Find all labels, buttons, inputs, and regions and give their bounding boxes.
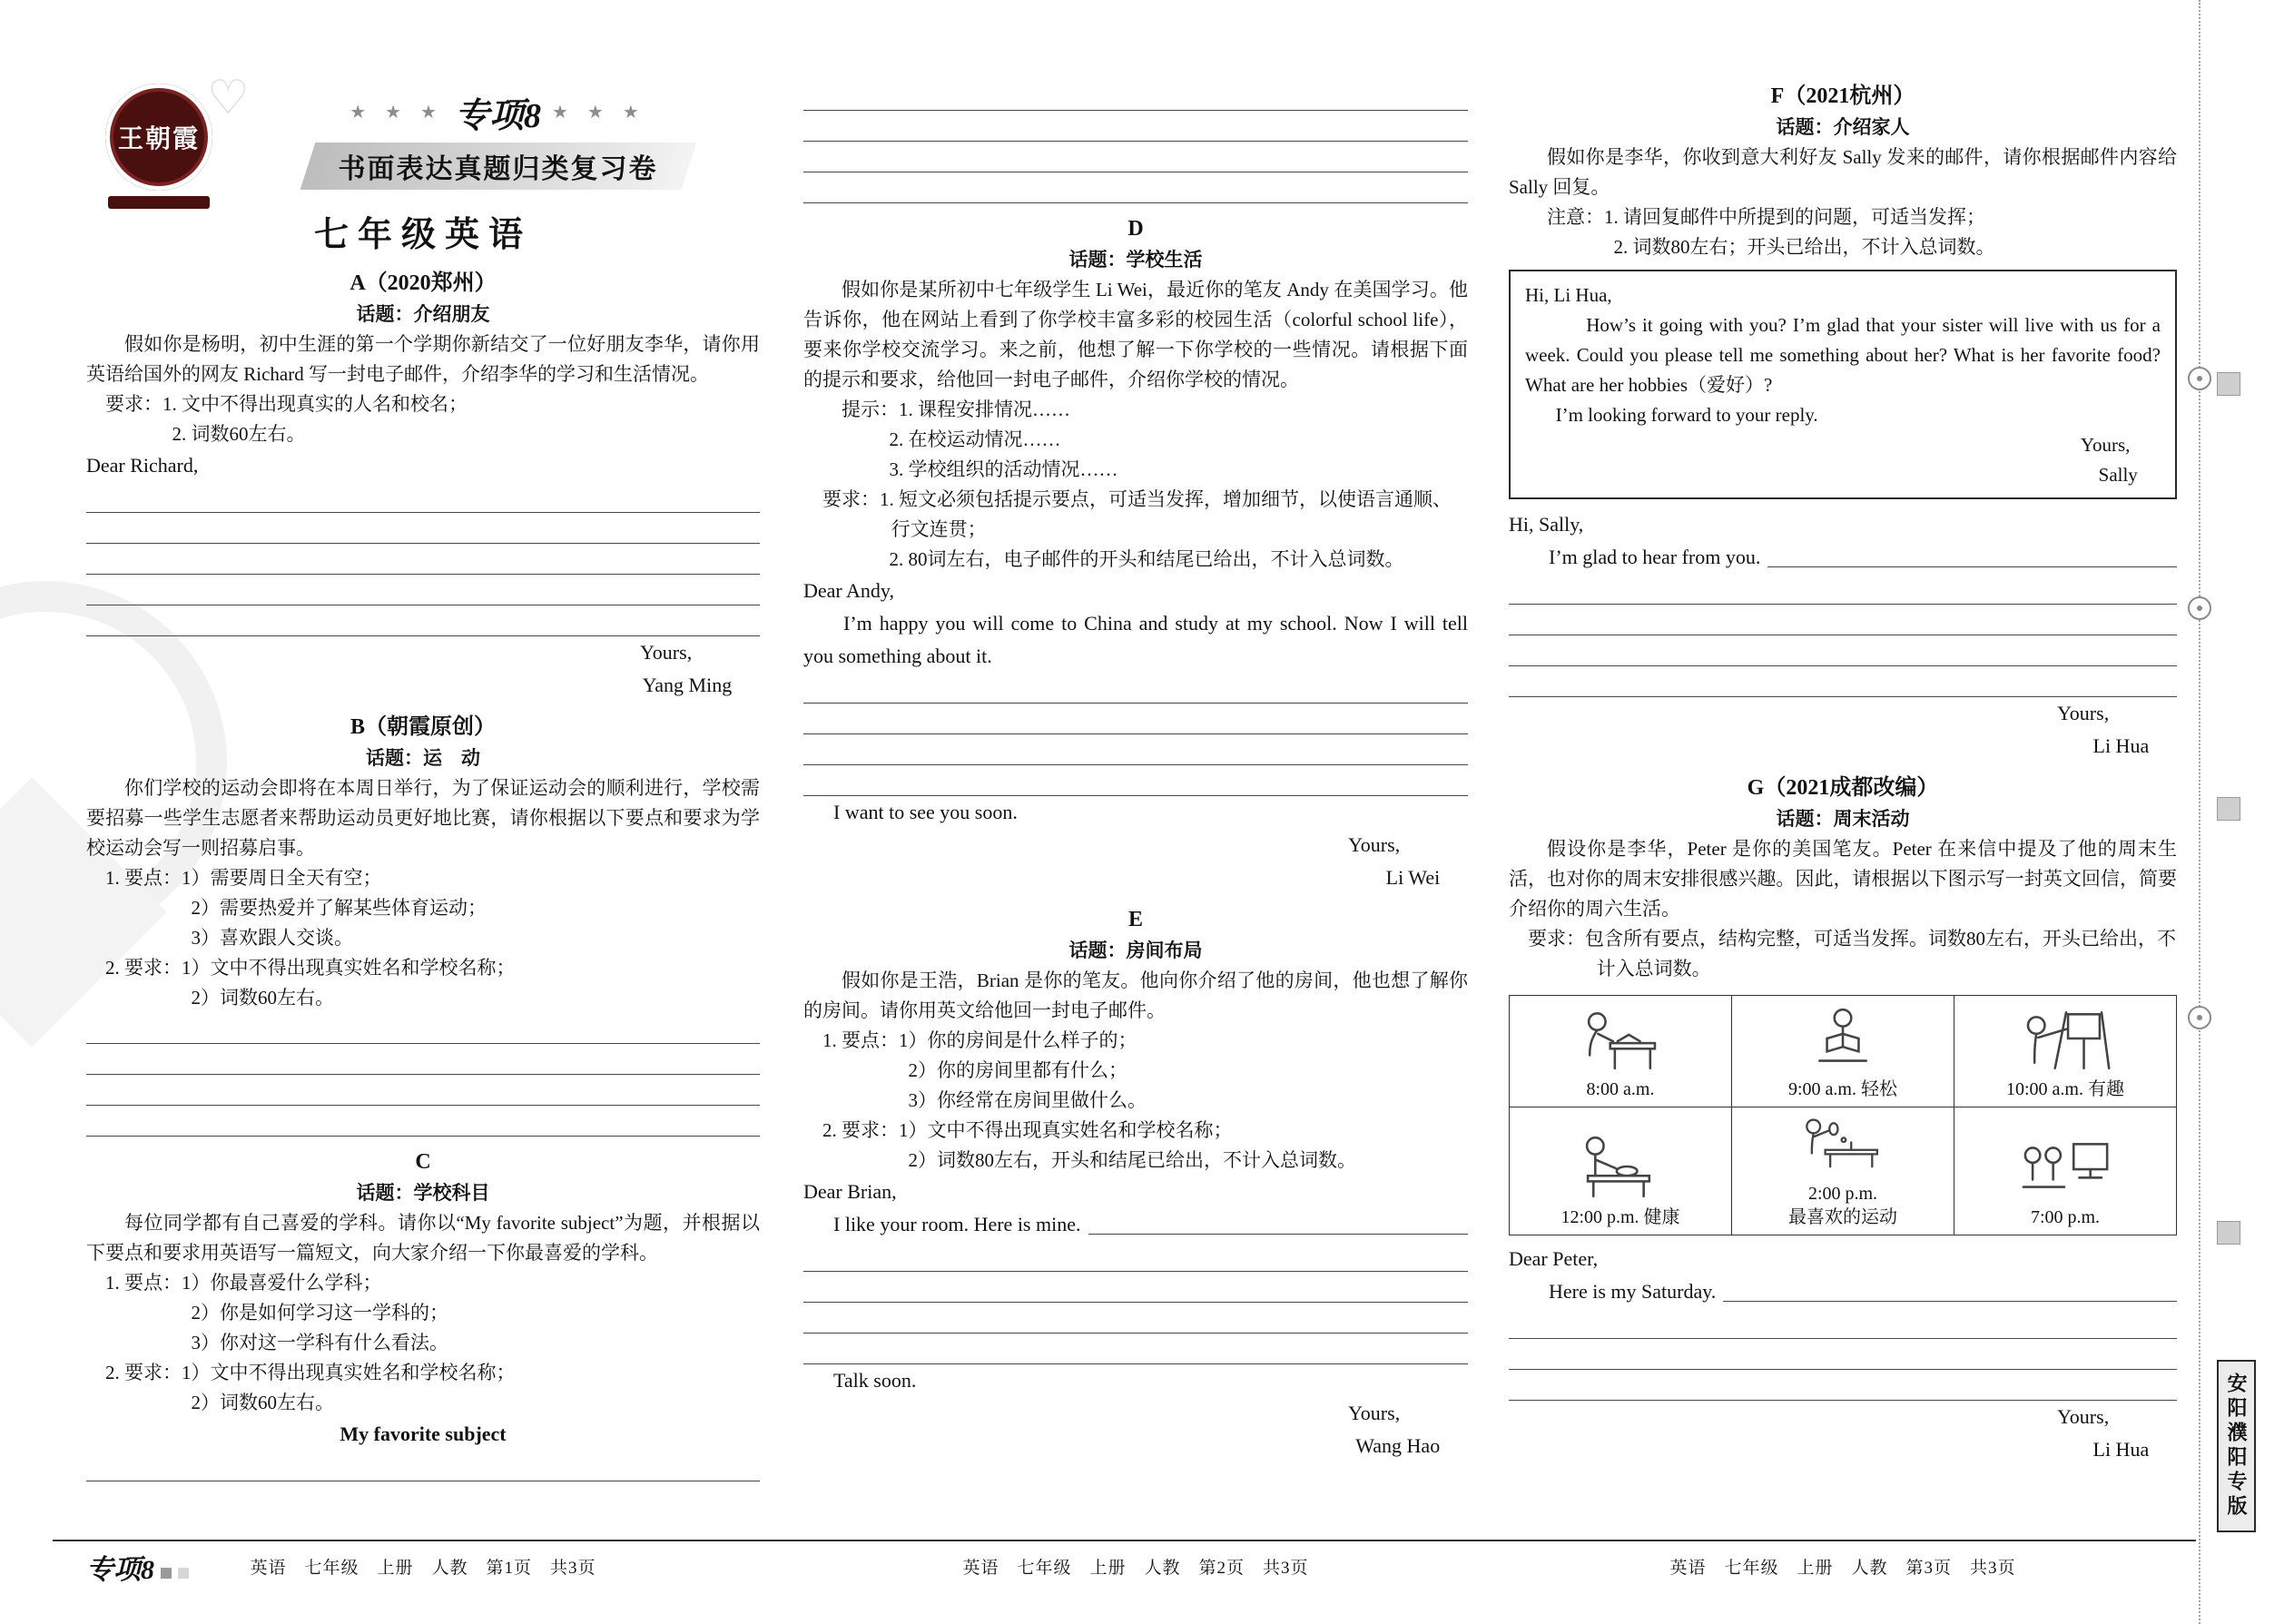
heart-icon: ♡ [207, 73, 250, 124]
schedule-cell-1400 [1732, 1107, 1954, 1235]
writing-line[interactable] [86, 1106, 760, 1137]
schedule-time: 10:00 a.m. 有趣 [2006, 1079, 2124, 1099]
section-a-salutation: Dear Richard, [86, 454, 199, 477]
email-salutation: Hi, Li Hua, [1525, 284, 1612, 306]
section-d-hint-1: 提示：1. 课程安排情况…… [842, 399, 1070, 420]
section-b-point-1: 1. 要点：1）需要周日全天有空； [105, 867, 382, 889]
section-f-prompt: 假如你是李华，你收到意大利好友 Sally 发来的邮件，请你根据邮件内容给 Sally 回复。 [1509, 146, 2177, 198]
section-a-requirement-1: 要求：1. 文中不得出现真实的人名和校名； [105, 393, 468, 415]
section-a-heading: A（2020郑州） [350, 271, 497, 295]
study-desk-icon [1567, 1003, 1674, 1076]
section-d-hint-2: 2. 在校运动情况…… [889, 428, 1061, 450]
section-d-prompt: 假如你是某所初中七年级学生 Li Wei，最近你的笔友 Andy 在美国学习。他告诉你，他在网站上看到了你学校丰富多彩的校园生活（colorful school life），要来你学校交流学习。来之前，他想了解一下你学校的一些情况。请根据下面的提示和要求，给他回一封电子邮件，介绍你学校的情况。 [803, 279, 1468, 390]
section-b-requirement-2: 2）词数60左右。 [191, 987, 334, 1009]
writing-line[interactable] [1509, 574, 2177, 605]
writing-line[interactable] [86, 575, 760, 605]
schedule-time: 8:00 a.m. [1586, 1079, 1655, 1099]
section-b-heading: B（朝霞原创） [350, 715, 496, 739]
section-c-essay-title: My favorite subject [340, 1422, 507, 1445]
section-b-point-2: 2）需要热爱并了解某些体育运动； [191, 897, 487, 919]
logo-ribbon [108, 196, 210, 209]
email-ending: I’m looking forward to your reply. [1555, 404, 1818, 426]
section-f-topic: 话题：介绍家人 [1776, 116, 1910, 138]
section-e-topic: 话题：房间布局 [1068, 940, 1203, 961]
section-d-requirement-2: 2. 80词左右，电子邮件的开头和结尾已给出，不计入总词数。 [889, 548, 1404, 570]
email-closing: Yours, [2080, 434, 2131, 456]
email-signature: Sally [2098, 464, 2138, 486]
section-c-point-2: 2）你是如何学习这一学科的； [191, 1302, 448, 1324]
writing-line[interactable] [86, 1044, 760, 1075]
footer-page-2: 英语 七年级 上册 人教 第2页 共3页 [962, 1559, 1309, 1578]
stars-left-icon: ★ ★ ★ [350, 103, 444, 123]
brand-logo [86, 80, 231, 209]
writing-line[interactable] [803, 673, 1468, 704]
section-e-point-1: 1. 要点：1）你的房间是什么样子的； [822, 1029, 1137, 1051]
footer-page-3: 英语 七年级 上册 人教 第3页 共3页 [1669, 1559, 2016, 1578]
section-e-signature: Wang Hao [1355, 1434, 1441, 1457]
section-f-signature: Li Hua [2092, 734, 2150, 757]
section-d-closing: Yours, [1348, 833, 1401, 856]
section-e-ending: Talk soon. [833, 1369, 917, 1392]
section-e-opening-row [803, 1208, 1468, 1241]
footer-page-1: 英语 七年级 上册 人教 第1页 共3页 [250, 1559, 596, 1578]
section-c-point-1: 1. 要点：1）你最喜爱什么学科； [105, 1272, 382, 1294]
section-e-opening: I like your room. Here is mine. [833, 1213, 1081, 1235]
schedule-time: 2:00 p.m. [1807, 1184, 1878, 1204]
section-d-topic: 话题：学校生活 [1068, 249, 1203, 271]
writing-line[interactable] [803, 172, 1468, 203]
section-g-requirement: 要求：包含所有要点，结构完整，可适当发挥。词数80左右，开头已给出，不计入总词数。 [1528, 928, 2176, 979]
section-c-prompt: 每位同学都有自己喜爱的学科。请你以“My favorite subject”为题，并根据以下要点和要求用英语写一篇短文，向大家介绍一下你最喜爱的学科。 [86, 1212, 760, 1264]
margin-marker [2217, 1221, 2240, 1245]
special-label: 专项8 [454, 97, 541, 135]
schedule-time: 9:00 a.m. 轻松 [1788, 1079, 1897, 1099]
section-f-opening: I’m glad to hear from you. [1549, 546, 1761, 568]
writing-line[interactable] [1509, 1370, 2177, 1401]
section-a-signature: Yang Ming [642, 674, 733, 696]
writing-line[interactable] [86, 513, 760, 544]
writing-line[interactable] [86, 1013, 760, 1044]
writing-line[interactable] [803, 704, 1468, 734]
schedule-cell-1900 [1954, 1107, 2177, 1235]
section-e [803, 903, 1468, 1462]
binding-ring-icon [2188, 1006, 2211, 1029]
writing-line[interactable] [803, 734, 1468, 765]
writing-line[interactable] [1509, 1308, 2177, 1339]
section-e-point-3: 3）你经常在房间里做什么。 [908, 1089, 1147, 1111]
section-f-note-2: 2. 词数80左右；开头已给出，不计入总词数。 [1613, 236, 1995, 258]
incoming-email-box [1509, 270, 2177, 499]
section-d [803, 212, 1468, 894]
email-body: How’s it going with you? I’m glad that your sister will live with us for a week. Could you please tell me something about her? What is her favorite food? What are her hobbies（爱好）? [1525, 314, 2161, 396]
section-d-signature: Li Wei [1385, 866, 1441, 889]
section-g-salutation: Dear Peter, [1509, 1247, 1599, 1270]
margin-marker [2217, 797, 2240, 821]
section-e-heading: E [1127, 908, 1143, 931]
header-titles [236, 80, 760, 190]
section-b-prompt: 你们学校的运动会即将在本周日举行，为了保证运动会的顺利进行，学校需要招募一些学生志愿者来帮助运动员更好地比赛，请你根据以下要点和要求为学校运动会写一则招募启事。 [86, 777, 760, 859]
section-c-topic: 话题：学校科目 [356, 1182, 490, 1204]
section-b [86, 711, 760, 1137]
section-c-point-3: 3）你对这一学科有什么看法。 [191, 1332, 448, 1353]
column-left [86, 80, 760, 1481]
footer-special-text: 专项8 [86, 1555, 154, 1585]
section-a-requirement-2: 2. 词数60左右。 [172, 423, 306, 445]
section-f-closing: Yours, [2057, 702, 2110, 724]
writing-line[interactable] [803, 111, 1468, 142]
writing-line[interactable] [86, 1075, 760, 1106]
section-g-topic: 话题：周末活动 [1776, 808, 1910, 830]
column-right [1509, 80, 2177, 1466]
section-f-salutation: Hi, Sally, [1509, 513, 1584, 536]
section-c-requirement-2: 2）词数60左右。 [191, 1392, 334, 1413]
table-tennis-icon [1789, 1115, 1896, 1180]
section-e-requirement-1: 2. 要求：1）文中不得出现真实姓名和学校名称； [822, 1119, 1233, 1141]
section-f-note-1: 注意：1. 请回复邮件中所提到的问题，可适当发挥； [1547, 206, 1985, 228]
section-g-opening: Here is my Saturday. [1549, 1280, 1717, 1303]
schedule-activity: 最喜欢的运动 [1788, 1207, 1897, 1227]
writing-line[interactable] [86, 544, 760, 575]
section-d-hint-3: 3. 学校组织的活动情况…… [889, 458, 1118, 480]
brand-logo-circle [105, 84, 212, 191]
section-g-prompt: 假设你是李华，Peter 是你的美国笔友。Peter 在来信中提及了他的周末生活，也对你的周末安排很感兴趣。因此，请根据以下图示写一封英文回信，简要介绍你的周六生活。 [1509, 838, 2177, 920]
schedule-cell-0900 [1732, 996, 1954, 1107]
section-c [86, 1146, 760, 1481]
brand-name: 王朝霞 [117, 125, 200, 153]
writing-line[interactable] [803, 1241, 1468, 1272]
section-c-heading: C [415, 1150, 431, 1174]
healthy-meal-icon [1567, 1131, 1674, 1204]
section-b-requirement-1: 2. 要求：1）文中不得出现真实姓名和学校名称； [105, 957, 516, 979]
section-e-salutation: Dear Brian, [803, 1180, 897, 1203]
writing-line[interactable] [1509, 666, 2177, 697]
perforation-line [2199, 0, 2200, 1624]
writing-line[interactable] [1509, 1339, 2177, 1370]
writing-line[interactable] [86, 1451, 760, 1481]
section-b-topic: 话题：运 动 [366, 747, 480, 769]
section-c-requirement-1: 2. 要求：1）文中不得出现真实姓名和学校名称； [105, 1362, 516, 1383]
section-e-prompt: 假如你是王浩，Brian 是你的笔友。他向你介绍了他的房间，他也想了解你的房间。请你用英文给他回一封电子邮件。 [803, 969, 1468, 1021]
section-a [86, 267, 760, 702]
painting-easel-icon [2012, 1003, 2119, 1076]
writing-line[interactable] [803, 80, 1468, 111]
section-f-opening-row [1509, 541, 2177, 574]
section-d-requirement-1: 要求：1. 短文必须包括提示要点，可适当发挥，增加细节，以使语言通顺、行文连贯； [822, 488, 1452, 540]
section-e-point-2: 2）你的房间里都有什么； [908, 1059, 1127, 1081]
footer-rule [53, 1540, 2196, 1541]
schedule-time: 12:00 p.m. 健康 [1561, 1207, 1680, 1227]
writing-line[interactable] [803, 142, 1468, 172]
saturday-schedule-table [1509, 995, 2177, 1235]
section-g-signature: Li Hua [2092, 1438, 2150, 1461]
writing-line[interactable] [803, 1272, 1468, 1303]
section-g-closing: Yours, [2057, 1405, 2110, 1428]
section-b-point-3: 3）喜欢跟人交谈。 [191, 927, 353, 949]
watch-tv-icon [2012, 1131, 2119, 1204]
relax-reading-icon [1789, 1003, 1896, 1076]
section-g [1509, 772, 2177, 1466]
edition-side-label: 安阳濮阳专版 [2217, 1360, 2256, 1532]
stars-right-icon: ★ ★ ★ [552, 103, 646, 123]
section-g-opening-row [1509, 1275, 2177, 1308]
section-a-topic: 话题：介绍朋友 [356, 303, 490, 325]
schedule-time: 7:00 p.m. [2030, 1207, 2101, 1227]
paper-header [86, 80, 760, 258]
writing-line[interactable] [1509, 605, 2177, 635]
writing-line[interactable] [1767, 541, 2177, 567]
section-a-prompt: 假如你是杨明，初中生涯的第一个学期你新结交了一位好朋友李华，请你用英语给国外的网友 Richard 写一封电子邮件，介绍李华的学习和生活情况。 [86, 333, 760, 385]
section-d-opening: I’m happy you will come to China and study at my school. Now I will tell you something about it. [803, 612, 1468, 667]
writing-line[interactable] [803, 1303, 1468, 1334]
section-e-requirement-2: 2）词数80左右，开头和结尾已给出，不计入总词数。 [908, 1149, 1356, 1171]
writing-line[interactable] [1088, 1208, 1469, 1235]
column-middle [803, 80, 1468, 1462]
schedule-cell-1200 [1510, 1107, 1732, 1235]
page-title: 七年级英语 [313, 216, 532, 254]
writing-line[interactable] [803, 765, 1468, 796]
writing-line[interactable] [86, 605, 760, 636]
writing-line[interactable] [803, 1334, 1468, 1364]
section-f-heading: F（2021杭州） [1770, 84, 1915, 108]
section-a-closing: Yours, [640, 641, 693, 664]
schedule-cell-0800 [1510, 996, 1732, 1107]
writing-line[interactable] [86, 482, 760, 513]
binding-ring-icon [2188, 596, 2211, 620]
section-d-heading: D [1127, 217, 1144, 241]
section-f [1509, 80, 2177, 763]
special-row [236, 87, 760, 137]
writing-line[interactable] [1723, 1275, 2177, 1302]
paper-banner-title: 书面表达真题归类复习卷 [308, 143, 689, 190]
section-g-heading: G（2021成都改编） [1747, 776, 1939, 800]
section-d-salutation: Dear Andy, [803, 579, 894, 602]
margin-marker [2217, 372, 2240, 396]
schedule-cell-1000 [1954, 996, 2177, 1107]
writing-line[interactable] [1509, 635, 2177, 666]
section-d-ending: I want to see you soon. [833, 801, 1018, 823]
section-e-closing: Yours, [1348, 1402, 1401, 1424]
binding-ring-icon [2188, 367, 2211, 390]
